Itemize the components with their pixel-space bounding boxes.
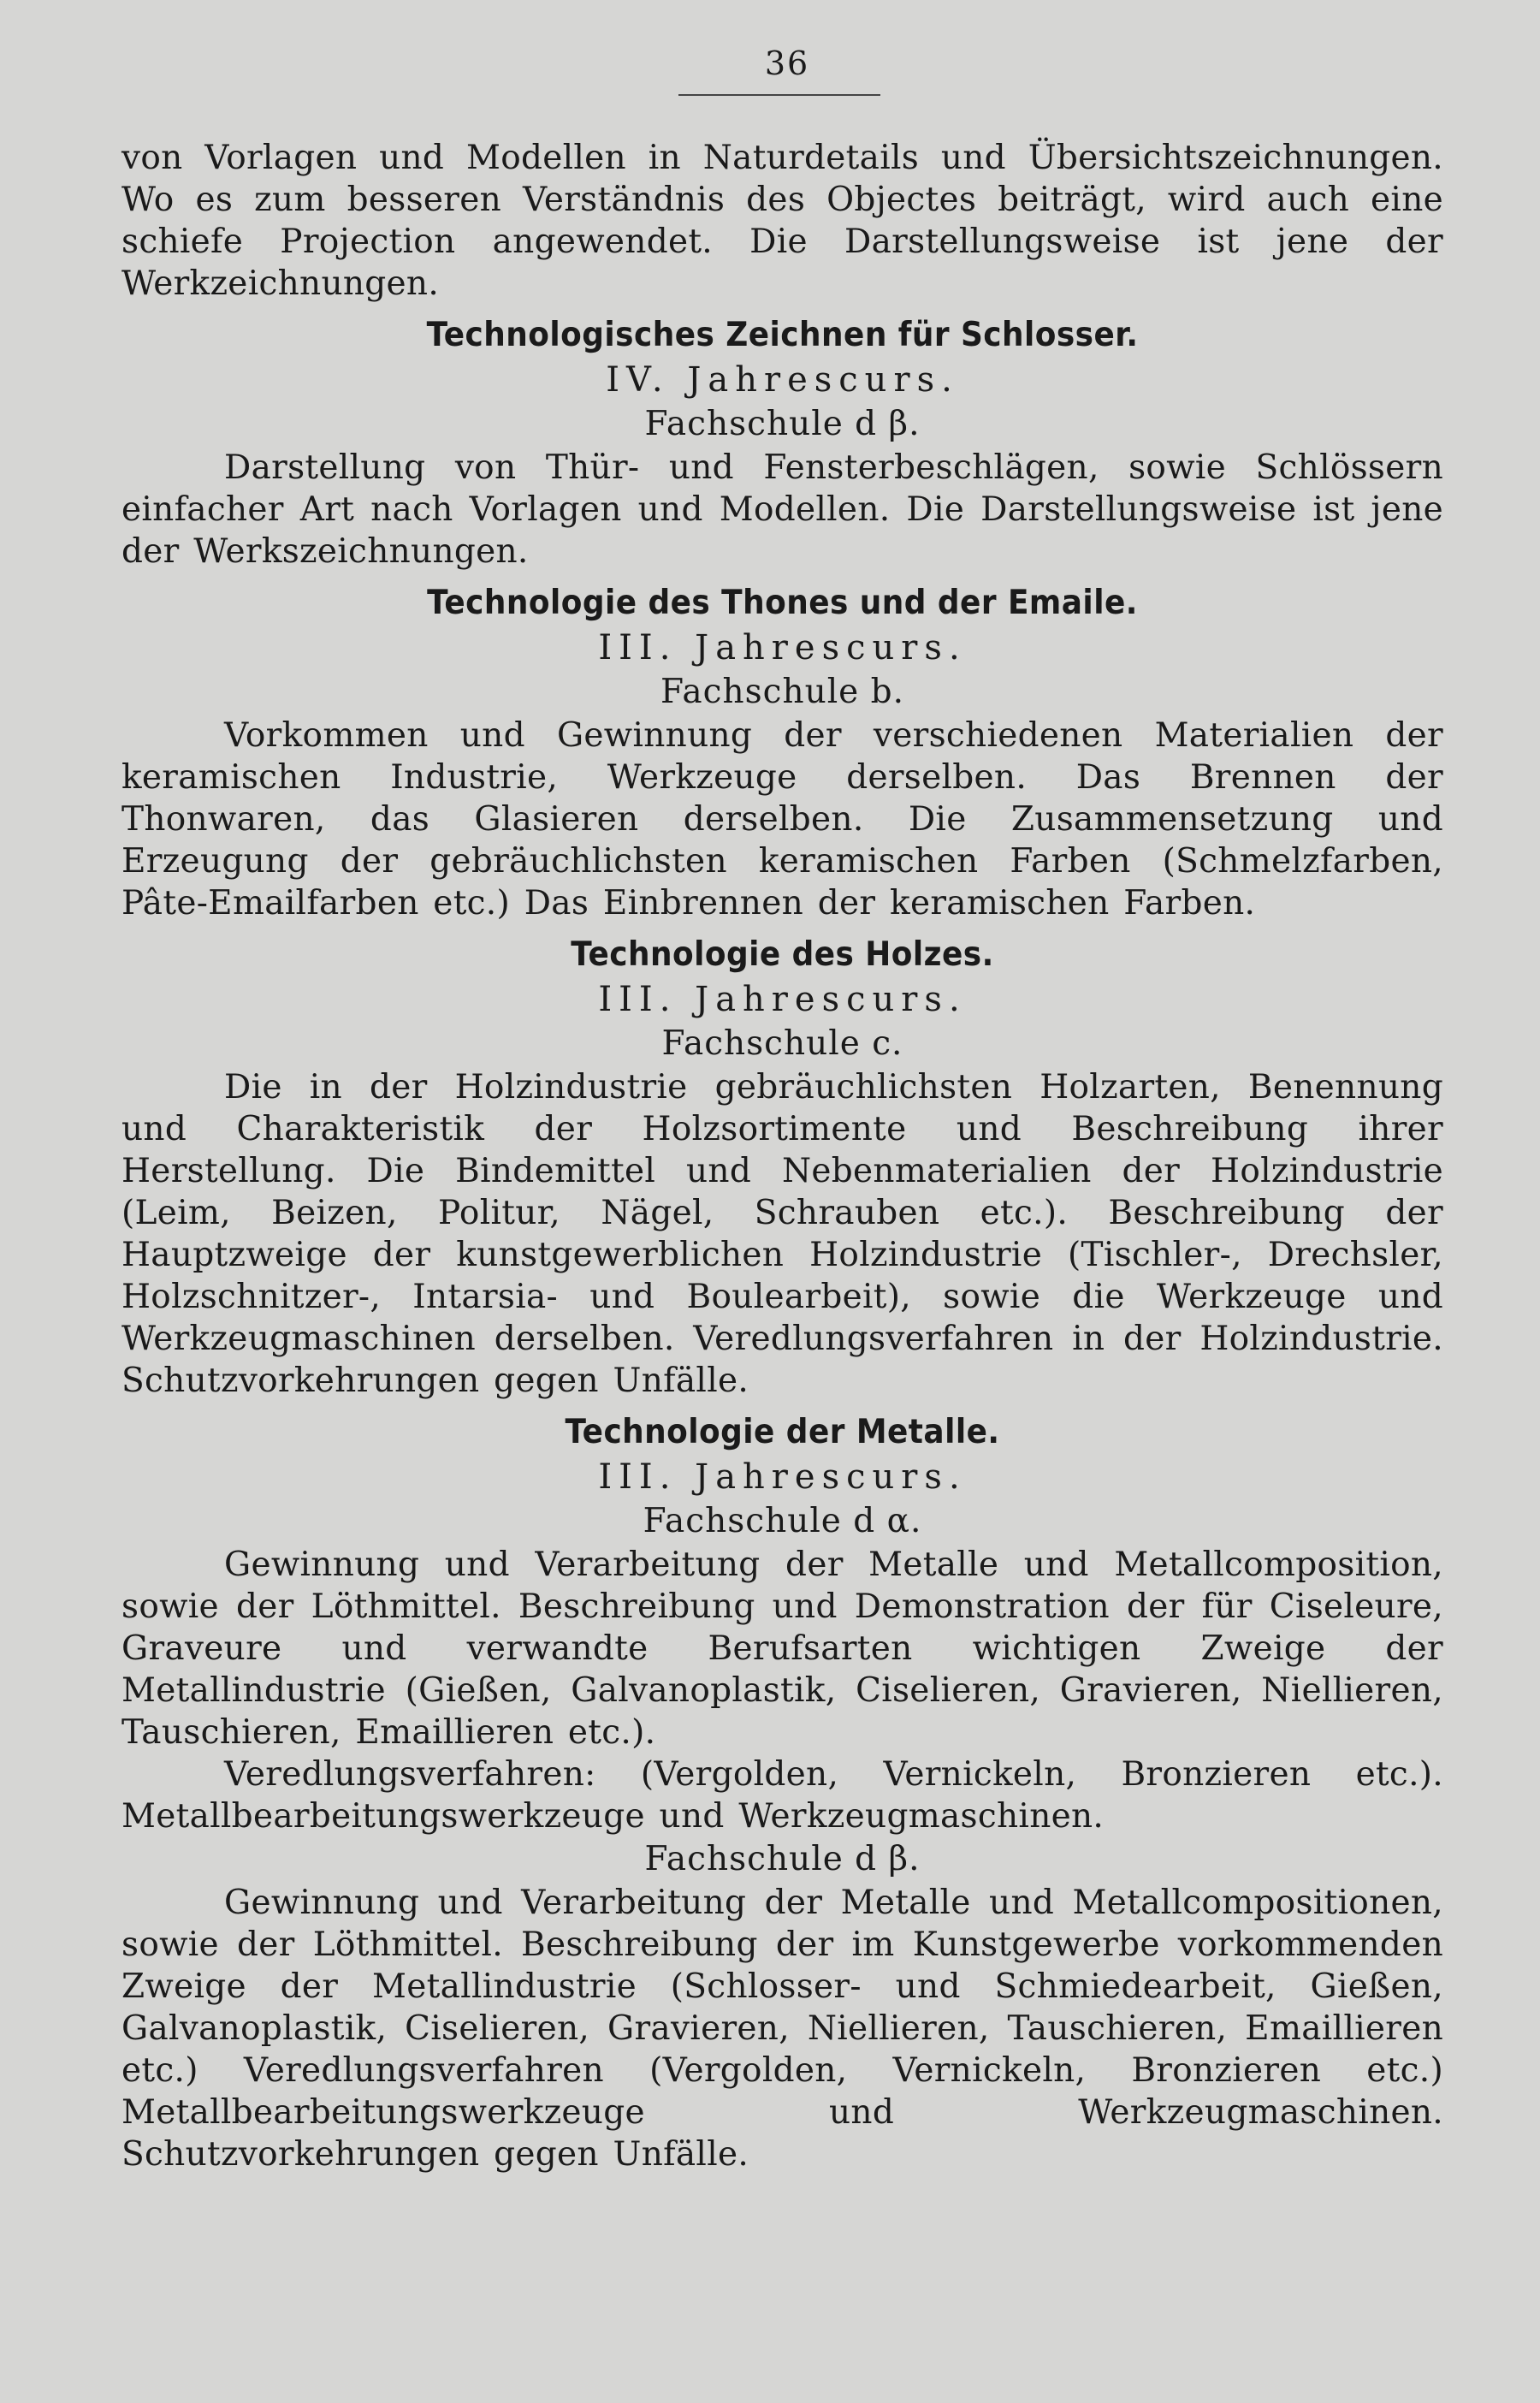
- page-number-rule: [678, 94, 880, 96]
- school-label: Fachschule d β.: [644, 405, 921, 443]
- section-holz: [121, 933, 1443, 1402]
- school-label: Fachschule b.: [660, 673, 905, 711]
- section-paragraph: Gewinnung und Verarbeitung der Metalle und Metallcompositionen, sowie der Löthmittel. Beschreibung der im Kunstgewerbe vorkommenden Zweige der Metallindustrie (Schlosser- und Schmiedearbeit, Gießen, Galvanoplastik, Ciselieren, Gravieren, Niellieren, Tauschieren, Emaillieren etc.) Veredlungsverfahren (Vergolden, Vernickeln, Bronzieren etc.) Metallbearbeitungswerkzeuge und Werkzeugmaschinen. Schutzvorkehrungen gegen Unfälle.: [121, 1884, 1443, 2174]
- page-content: [121, 137, 1443, 2175]
- course-label: IV. Jahrescurs.: [606, 360, 959, 400]
- section-title: Technologisches Zeichnen für Schlosser.: [426, 316, 1139, 354]
- section-paragraph: Darstellung von Thür- und Fensterbeschlägen, sowie Schlössern einfacher Art nach Vorlagen und Modellen. Die Darstellungsweise ist jene der Werkszeichnungen.: [121, 448, 1443, 571]
- section-title: Technologie der Metalle.: [565, 1413, 1000, 1451]
- school-label: Fachschule d β.: [644, 1840, 921, 1878]
- section-thones: [121, 581, 1443, 924]
- section-paragraph: Gewinnung und Verarbeitung der Metalle und Metallcomposition, sowie der Löthmittel. Beschreibung und Demonstration der für Ciseleure, Graveure und verwandte Berufsarten wichtigen Zweige der Metallindustrie (Gießen, Galvanoplastik, Ciselieren, Gravieren, Niellieren, Tauschieren, Emaillieren etc.).: [121, 1546, 1443, 1752]
- course-label: III. Jahrescurs.: [598, 1457, 967, 1497]
- section-paragraph: Veredlungsverfahren: (Vergolden, Vernickeln, Bronzieren etc.). Metallbearbeitungswerkzeuge und Werkzeugmaschinen.: [121, 1755, 1443, 1836]
- school-label: Fachschule c.: [661, 1024, 903, 1063]
- intro-paragraph: von Vorlagen und Modellen in Naturdetails und Übersichtszeichnungen. Wo es zum besseren Verständnis des Objectes beiträgt, wird auch eine schiefe Projection angewendet. Die Darstellungsweise ist jene der Werkzeichnungen.: [121, 139, 1443, 303]
- school-label: Fachschule d α.: [643, 1502, 922, 1540]
- page-number: 36: [764, 44, 810, 82]
- course-label: III. Jahrescurs.: [598, 980, 967, 1019]
- course-label: III. Jahrescurs.: [598, 628, 967, 668]
- section-title: Technologie des Holzes.: [571, 935, 994, 974]
- section-title: Technologie des Thones und der Emaile.: [427, 584, 1138, 622]
- section-schlosser: [121, 313, 1443, 573]
- section-metalle: [121, 1410, 1443, 2175]
- section-paragraph: Die in der Holzindustrie gebräuchlichsten Holzarten, Benennung und Charakteristik der Holzsortimente und Beschreibung ihrer Herstellung. Die Bindemittel und Nebenmaterialien der Holzindustrie (Leim, Beizen, Politur, Nägel, Schrauben etc.). Beschreibung der Hauptzweige der kunstgewerblichen Holzindustrie (Tischler-, Drechsler, Holzschnitzer-, Intarsia- und Boulearbeit), sowie die Werkzeuge und Werkzeugmaschinen derselben. Veredlungsverfahren in der Holzindustrie. Schutzvorkehrungen gegen Unfälle.: [121, 1068, 1443, 1400]
- section-paragraph: Vorkommen und Gewinnung der verschiedenen Materialien der keramischen Industrie, Werkzeuge derselben. Das Brennen der Thonwaren, das Glasieren derselben. Die Zusammensetzung und Erzeugung der gebräuchlichsten keramischen Farben (Schmelzfarben, Pâte-Emailfarben etc.) Das Einbrennen der keramischen Farben.: [121, 716, 1443, 923]
